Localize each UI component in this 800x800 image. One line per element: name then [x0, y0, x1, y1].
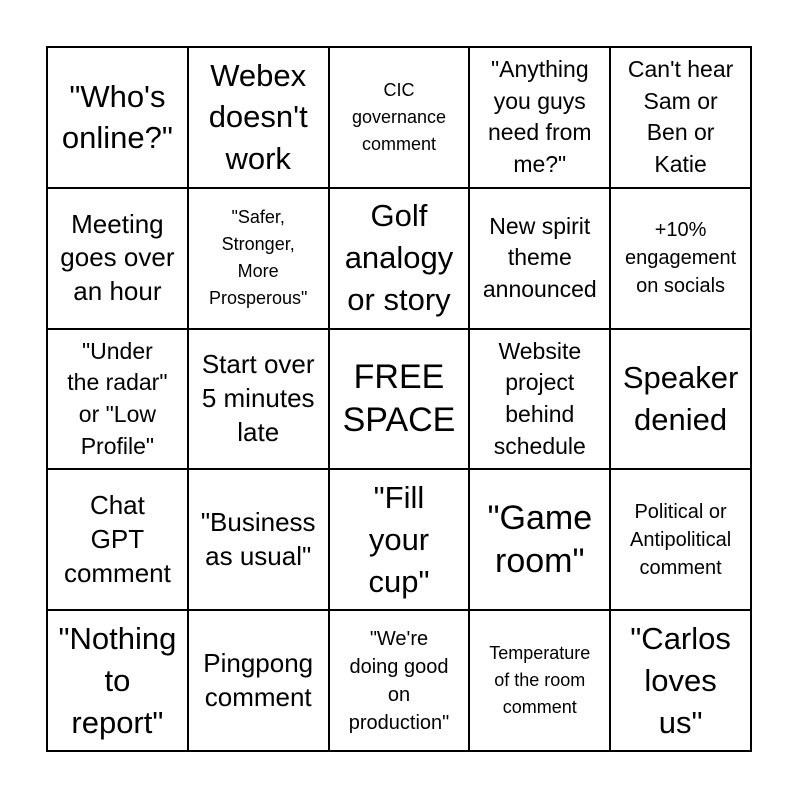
bingo-cell-r1c3[interactable]: CIC governance comment: [330, 48, 471, 189]
bingo-cell-r2c4[interactable]: New spirit theme announced: [470, 189, 611, 330]
bingo-cell-r2c1[interactable]: Meeting goes over an hour: [48, 189, 189, 330]
bingo-cell-r4c1[interactable]: Chat GPT comment: [48, 470, 189, 611]
bingo-cell-r3c5[interactable]: Speaker denied: [611, 330, 752, 471]
bingo-cell-r4c3[interactable]: "Fill your cup": [330, 470, 471, 611]
bingo-cell-r2c2[interactable]: "Safer, Stronger, More Prosperous": [189, 189, 330, 330]
bingo-cell-r4c4[interactable]: "Game room": [470, 470, 611, 611]
bingo-cell-r3c4[interactable]: Website project behind schedule: [470, 330, 611, 471]
bingo-cell-r1c4[interactable]: "Anything you guys need from me?": [470, 48, 611, 189]
bingo-cell-r5c1[interactable]: "Nothing to report": [48, 611, 189, 752]
bingo-cell-r5c3[interactable]: "We're doing good on production": [330, 611, 471, 752]
bingo-cell-r4c2[interactable]: "Business as usual": [189, 470, 330, 611]
bingo-cell-r5c4[interactable]: Temperature of the room comment: [470, 611, 611, 752]
bingo-cell-r5c5[interactable]: "Carlos loves us": [611, 611, 752, 752]
bingo-cell-r3c2[interactable]: Start over 5 minutes late: [189, 330, 330, 471]
bingo-board: [46, 46, 752, 752]
bingo-cell-r5c2[interactable]: Pingpong comment: [189, 611, 330, 752]
bingo-cell-r1c1[interactable]: "Who's online?": [48, 48, 189, 189]
free-space-cell[interactable]: FREE SPACE: [330, 330, 471, 471]
bingo-cell-r3c1[interactable]: "Under the radar" or "Low Profile": [48, 330, 189, 471]
bingo-cell-r1c5[interactable]: Can't hear Sam or Ben or Katie: [611, 48, 752, 189]
bingo-cell-r4c5[interactable]: Political or Antipolitical comment: [611, 470, 752, 611]
bingo-cell-r2c3[interactable]: Golf analogy or story: [330, 189, 471, 330]
bingo-cell-r2c5[interactable]: +10% engagement on socials: [611, 189, 752, 330]
bingo-cell-r1c2[interactable]: Webex doesn't work: [189, 48, 330, 189]
